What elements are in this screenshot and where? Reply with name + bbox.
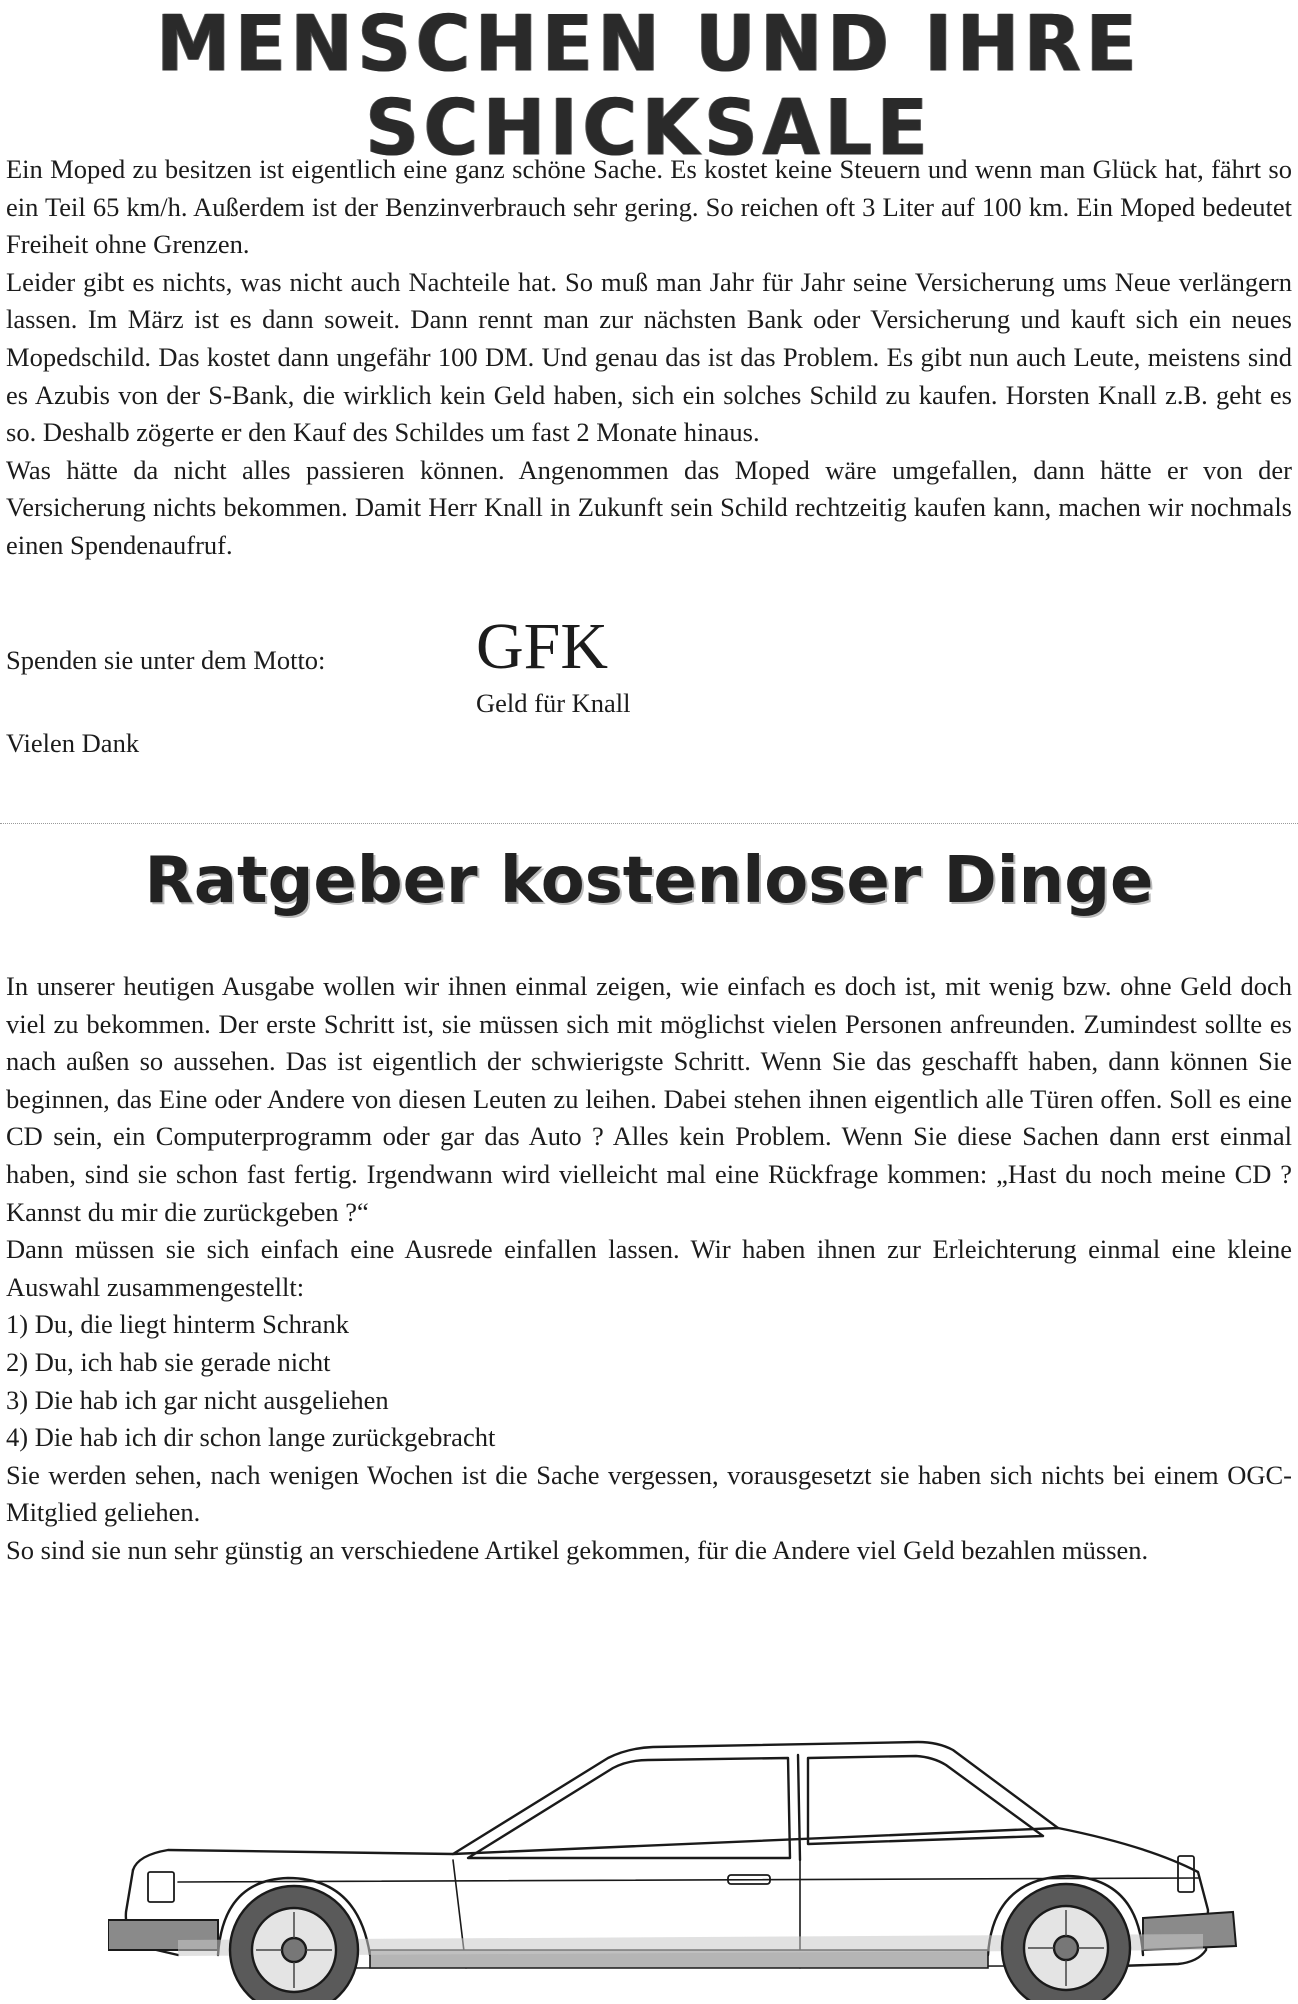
car-illustration bbox=[108, 1650, 1258, 2000]
list-item: 1) Du, die liegt hinterm Schrank bbox=[6, 1309, 349, 1340]
section1-body bbox=[6, 151, 1292, 565]
section1-title: MENSCHEN UND IHRE SCHICKSALE bbox=[156, 0, 1142, 174]
section2-title: Ratgeber kostenloser Dinge bbox=[144, 844, 1154, 918]
list-item: 3) Die hab ich gar nicht ausgeliehen bbox=[6, 1384, 389, 1415]
list-item: 2) Du, ich hab sie gerade nicht bbox=[6, 1346, 331, 1377]
paragraph: Was hätte da nicht alles passieren können. Angenommen das Moped wäre umgefallen, dann hätte er von der Versicherung nichts bekommen. Damit Herr Knall in Zukunft sein Schild rechtzeitig kaufen kann, machen wir nochmals einen Spendenaufruf. bbox=[6, 454, 1292, 560]
paragraph: So sind sie nun sehr günstig an verschiedene Artikel gekommen, für die Andere viel Geld bezahlen müssen. bbox=[6, 1534, 1149, 1565]
paragraph: Leider gibt es nichts, was nicht auch Nachteile hat. So muß man Jahr für Jahr seine Versicherung ums Neue verlängern lassen. Im März ist es dann soweit. Dann rennt man zur nächsten Bank oder Versicherung und kauft sich ein neues Mopedschild. Das kostet dann ungefähr 100 DM. Und genau das ist das Problem. Es gibt nun auch Leute, meistens sind es Azubis von der S-Bank, die wirklich kein Geld haben, sich ein solches Schild zu kaufen. Horsten Knall z.B. geht es so. Deshalb zögerte er den Kauf des Schildes um fast 2 Monate hinaus. bbox=[6, 266, 1292, 448]
motto-label: Spenden sie unter dem Motto: bbox=[6, 645, 326, 675]
motto-meaning: Geld für Knall bbox=[476, 688, 631, 718]
section2-body bbox=[6, 968, 1292, 1570]
paragraph: Dann müssen sie sich einfach eine Ausrede einfallen lassen. Wir haben ihnen zur Erleichterung einmal eine kleine Auswahl zusammengestellt: bbox=[6, 1234, 1292, 1302]
motto: GFK bbox=[476, 610, 609, 683]
paragraph: Ein Moped zu besitzen ist eigentlich eine ganz schöne Sache. Es kostet keine Steuern und wenn man Glück hat, fährt so ein Teil 65 km/h. Außerdem ist der Benzinverbrauch sehr gering. So reichen oft 3 Liter auf 100 km. Ein Moped bedeutet Freiheit ohne Grenzen. bbox=[6, 154, 1292, 260]
list-item: 4) Die hab ich dir schon lange zurückgebracht bbox=[6, 1422, 496, 1453]
thanks-text: Vielen Dank bbox=[6, 728, 140, 758]
paragraph: Sie werden sehen, nach wenigen Wochen ist die Sache vergessen, vorausgesetzt sie haben sich nichts bei einem OGC-Mitglied geliehen. bbox=[6, 1459, 1292, 1528]
section-divider bbox=[0, 823, 1298, 824]
paragraph: In unserer heutigen Ausgabe wollen wir ihnen einmal zeigen, wie einfach es doch ist, mit wenig bzw. ohne Geld doch viel zu bekommen. Der erste Schritt ist, sie müssen sich mit möglichst vielen Personen anfreunden. Zumindest sollte es nach außen so aussehen. Das ist eigentlich der schwierigste Schritt. Wenn Sie das geschafft haben, dann können Sie beginnen, das Eine oder Andere von diesen Leuten zu leihen. Dabei stehen ihnen eigentlich alle Türen offen. Soll es eine CD sein, ein Computerprogramm oder gar das Auto ? Alles kein Problem. Wenn Sie diese Sachen dann erst einmal haben, sind sie schon fast fertig. Irgendwann wird vielleicht mal eine Rückfrage kommen: „Hast du noch meine CD ? Kannst du mir die zurückgeben ?“ bbox=[6, 971, 1292, 1227]
